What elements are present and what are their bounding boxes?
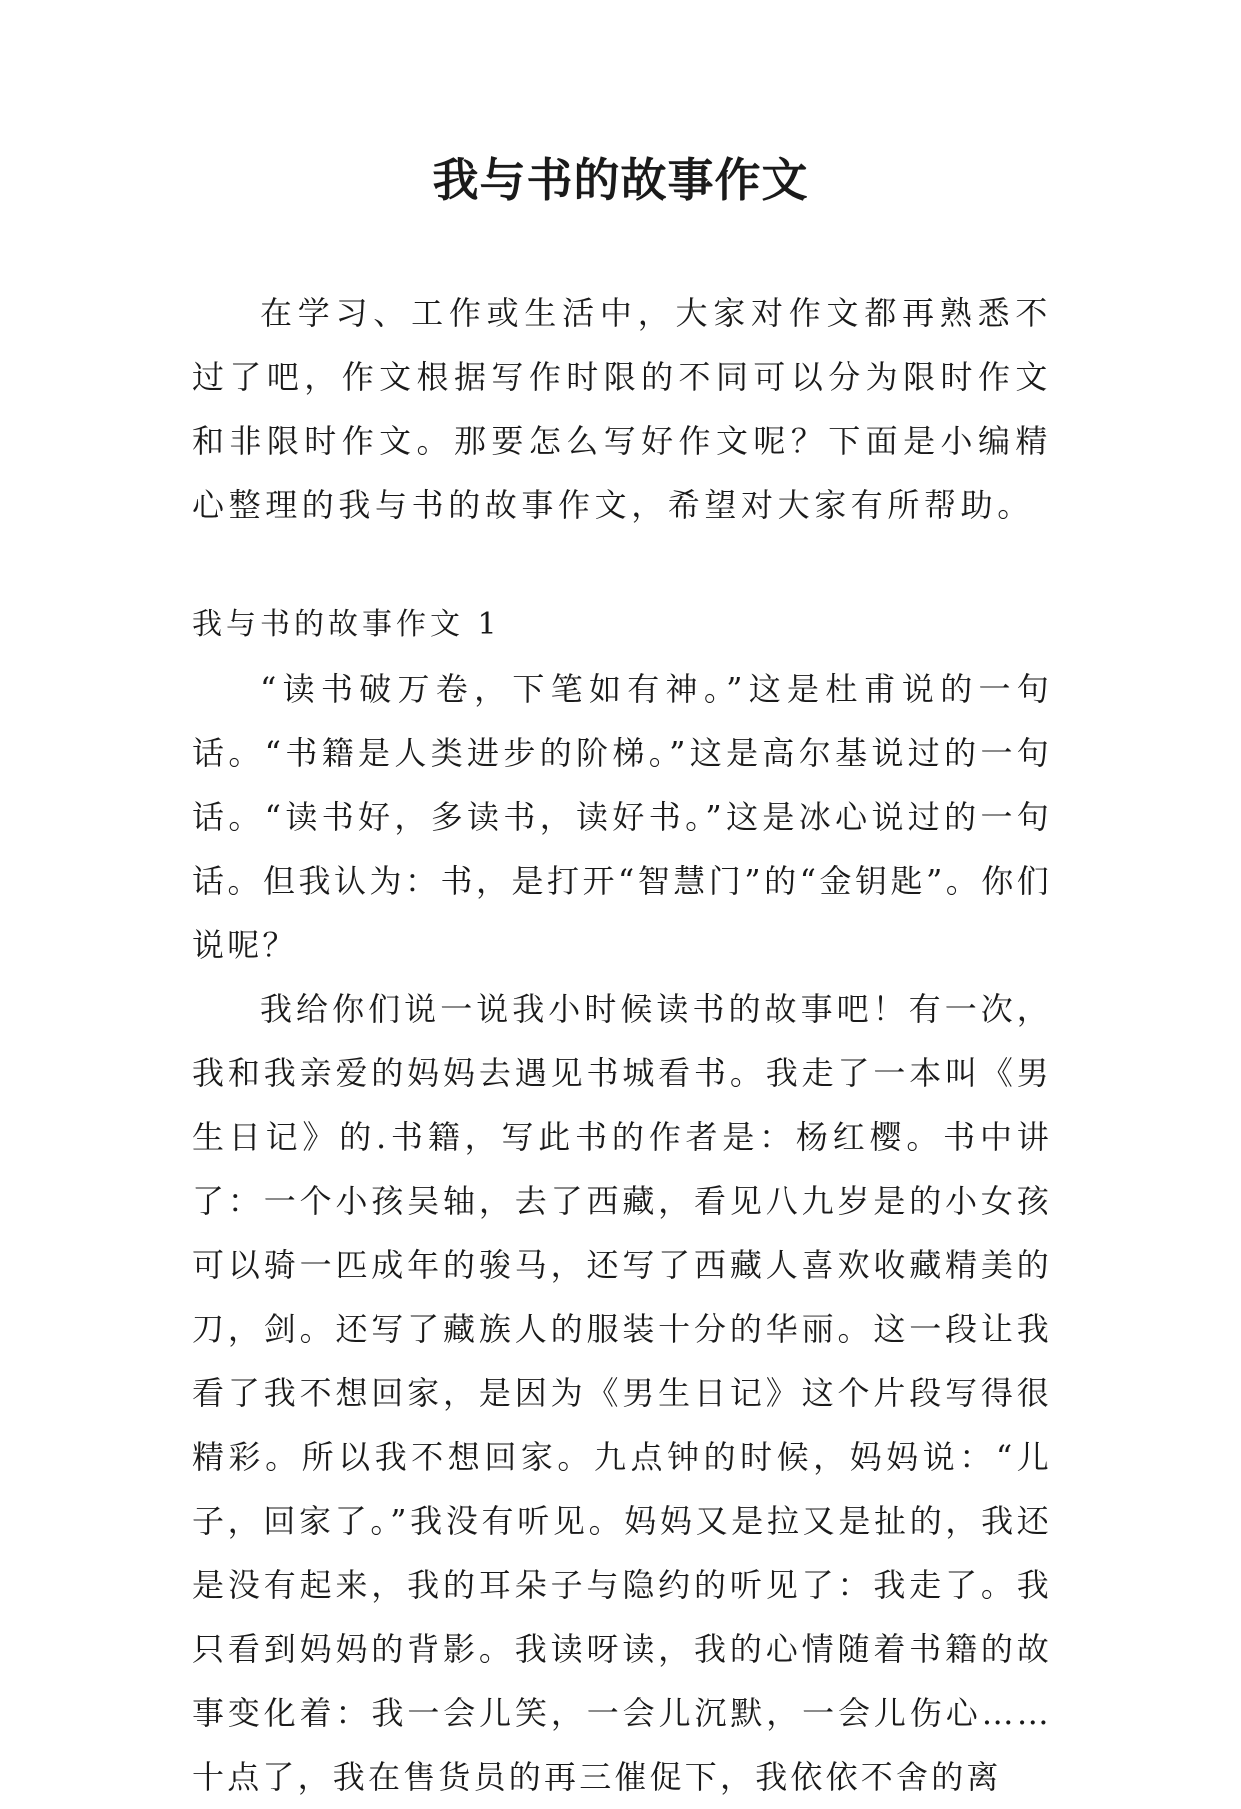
body-paragraph: “读书破万卷，下笔如有神。”这是杜甫说的一句话。“书籍是人类进步的阶梯。”这是高尔基说过的一句话。“读书好，多读书，读好书。”这是冰心说过的一句话。但我认为：书，是打开“智慧门”的“金钥匙”。你们说呢？ bbox=[192, 670, 1052, 964]
essay-section bbox=[192, 593, 1052, 1809]
body-paragraph: 我给你们说一说我小时候读书的故事吧！有一次，我和我亲爱的妈妈去遇见书城看书。我走了一本叫《男生日记》的.书籍，写此书的作者是：杨红樱。书中讲了：一个小孩吴轴，去了西藏，看见八九岁是的小女孩可以骑一匹成年的骏马，还写了西藏人喜欢收藏精美的刀，剑。还写了藏族人的服装十分的华丽。这一段让我看了我不想回家，是因为《男生日记》这个片段写得很精彩。所以我不想回家。九点钟的时候，妈妈说：“儿子，回家了。”我没有听见。妈妈又是拉又是扯的，我还是没有起来，我的耳朵子与隐约的听见了：我走了。我只看到妈妈的背影。我读呀读，我的心情随着书籍的故事变化着：我一会儿笑，一会儿沉默，一会儿伤心……十点了，我在售货员的再三催促下，我依依不舍的离 bbox=[192, 990, 1052, 1796]
section-heading: 我与书的故事作文 1 bbox=[192, 607, 501, 642]
intro-paragraph: 在学习、工作或生活中，大家对作文都再熟悉不过了吧，作文根据写作时限的不同可以分为限时作文和非限时作文。那要怎么写好作文呢？下面是小编精心整理的我与书的故事作文，希望对大家有所帮助。 bbox=[192, 294, 1052, 524]
document-body bbox=[192, 281, 1052, 1809]
document-title: 我与书的故事作文 bbox=[432, 153, 809, 207]
